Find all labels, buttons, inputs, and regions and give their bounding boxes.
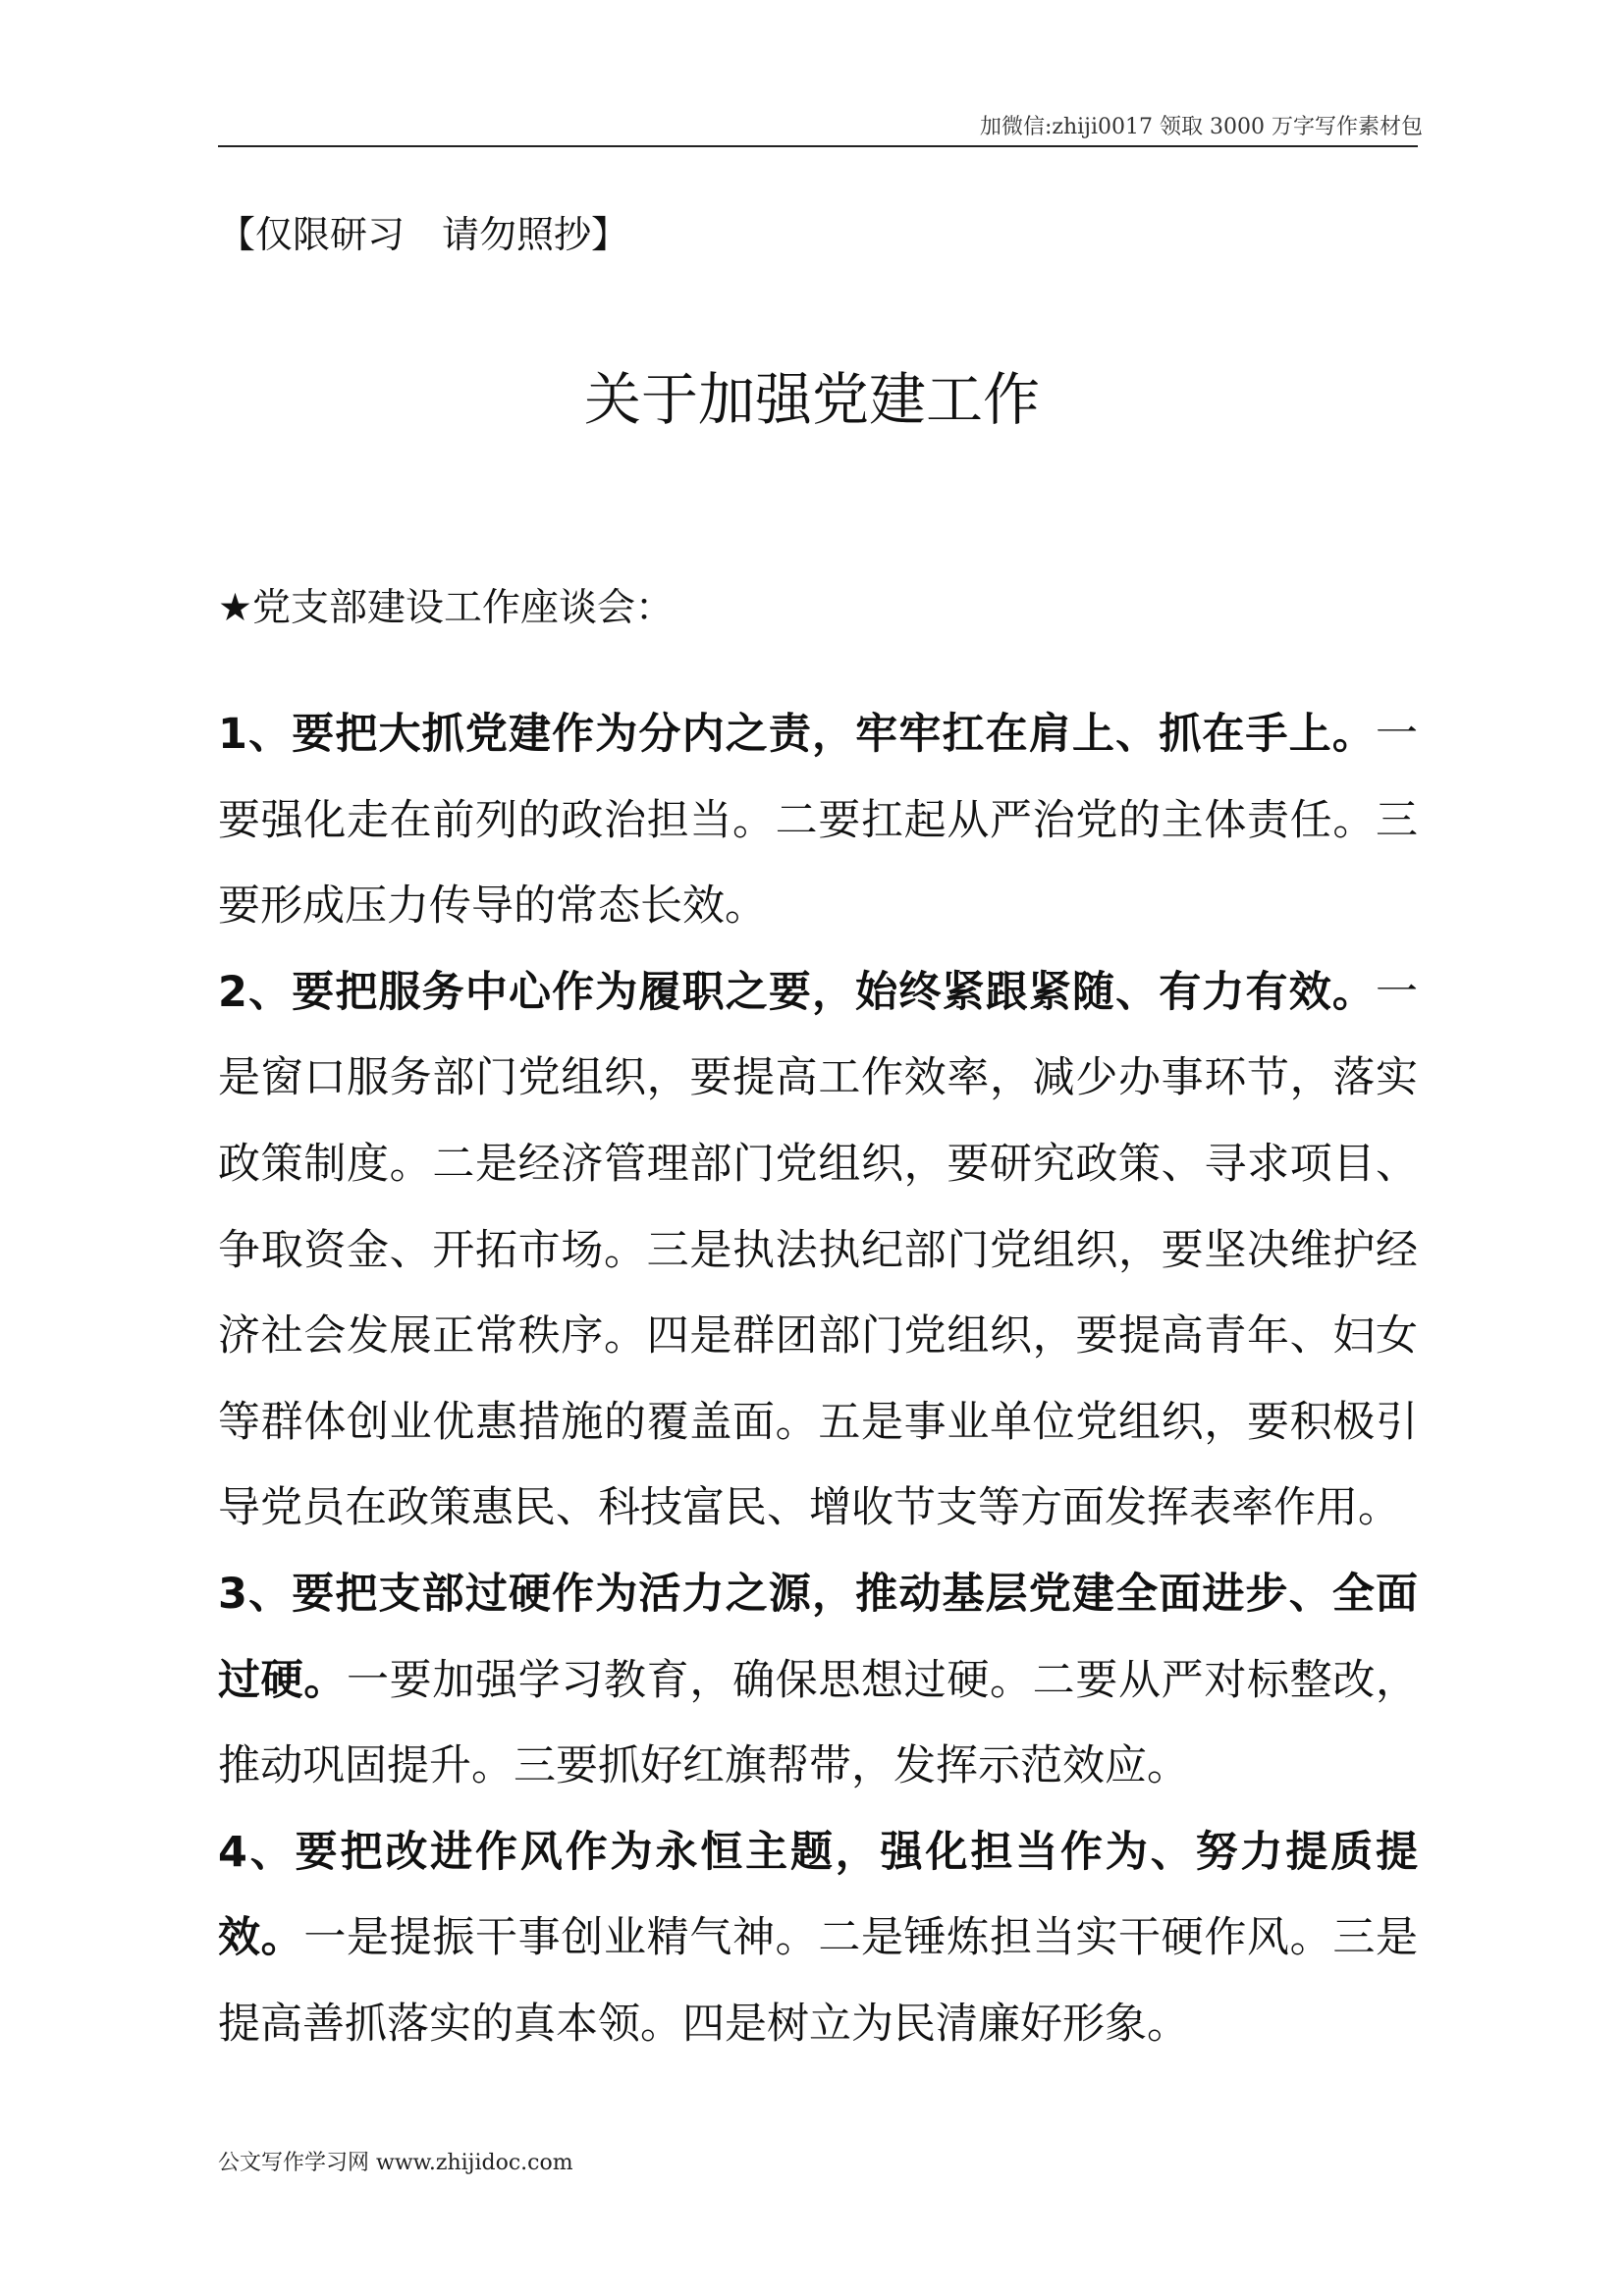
section-subtitle: ★党支部建设工作座谈会： <box>218 586 674 630</box>
paragraph-heading: 3、要把支部过硬作为活力之源，推动基层党建全面进步、全面过硬。 <box>218 1569 1418 1705</box>
document-body <box>218 692 1418 2068</box>
paragraph-4 <box>218 1810 1418 2068</box>
paragraph-text: 一是窗口服务部门党组织，要提高工作效率，减少办事环节，落实政策制度。二是经济管理部门党组织，要研究政策、寻求项目、争取资金、开拓市场。三是执法执纪部门党组织，要坚决维护经济社会发展正常秩序。四是群团部门党组织，要提高青年、妇女等群体创业优惠措施的覆盖面。五是事业单位党组织，要积极引导党员在政策惠民、科技富民、增收节支等方面发挥表率作用。 <box>218 967 1418 1533</box>
document-title: 关于加强党建工作 <box>583 366 1040 433</box>
paragraph-1 <box>218 692 1418 950</box>
paragraph-heading: 2、要把服务中心作为履职之要，始终紧跟紧随、有力有效。 <box>218 967 1376 1017</box>
paragraph-2 <box>218 950 1418 1552</box>
page-header-text: 加微信:zhiji0017 领取 3000 万字写作素材包 <box>979 115 1423 139</box>
paragraph-text: 一要加强学习教育，确保思想过硬。二要从严对标整改，推动巩固提升。三要抓好红旗帮带，发挥示范效应。 <box>218 1655 1418 1791</box>
page-footer-text: 公文写作学习网 www.zhijidoc.com <box>218 2151 573 2175</box>
paragraph-heading: 4、要把改进作风作为永恒主题，强化担当作为、努力提质提效。 <box>218 1827 1418 1963</box>
paragraph-text: 一要强化走在前列的政治担当。二要扛起从严治党的主体责任。三要形成压力传导的常态长效。 <box>218 710 1418 932</box>
usage-notice: 【仅限研习 请勿照抄】 <box>218 213 629 256</box>
header-divider <box>218 145 1418 147</box>
paragraph-3 <box>218 1552 1418 1810</box>
paragraph-text: 一是提振干事创业精气神。二是锤炼担当实干硬作风。三是提高善抓落实的真本领。四是树立为民清廉好形象。 <box>218 1913 1419 2049</box>
paragraph-heading: 1、要把大抓党建作为分内之责，牢牢扛在肩上、抓在手上。 <box>218 710 1376 759</box>
